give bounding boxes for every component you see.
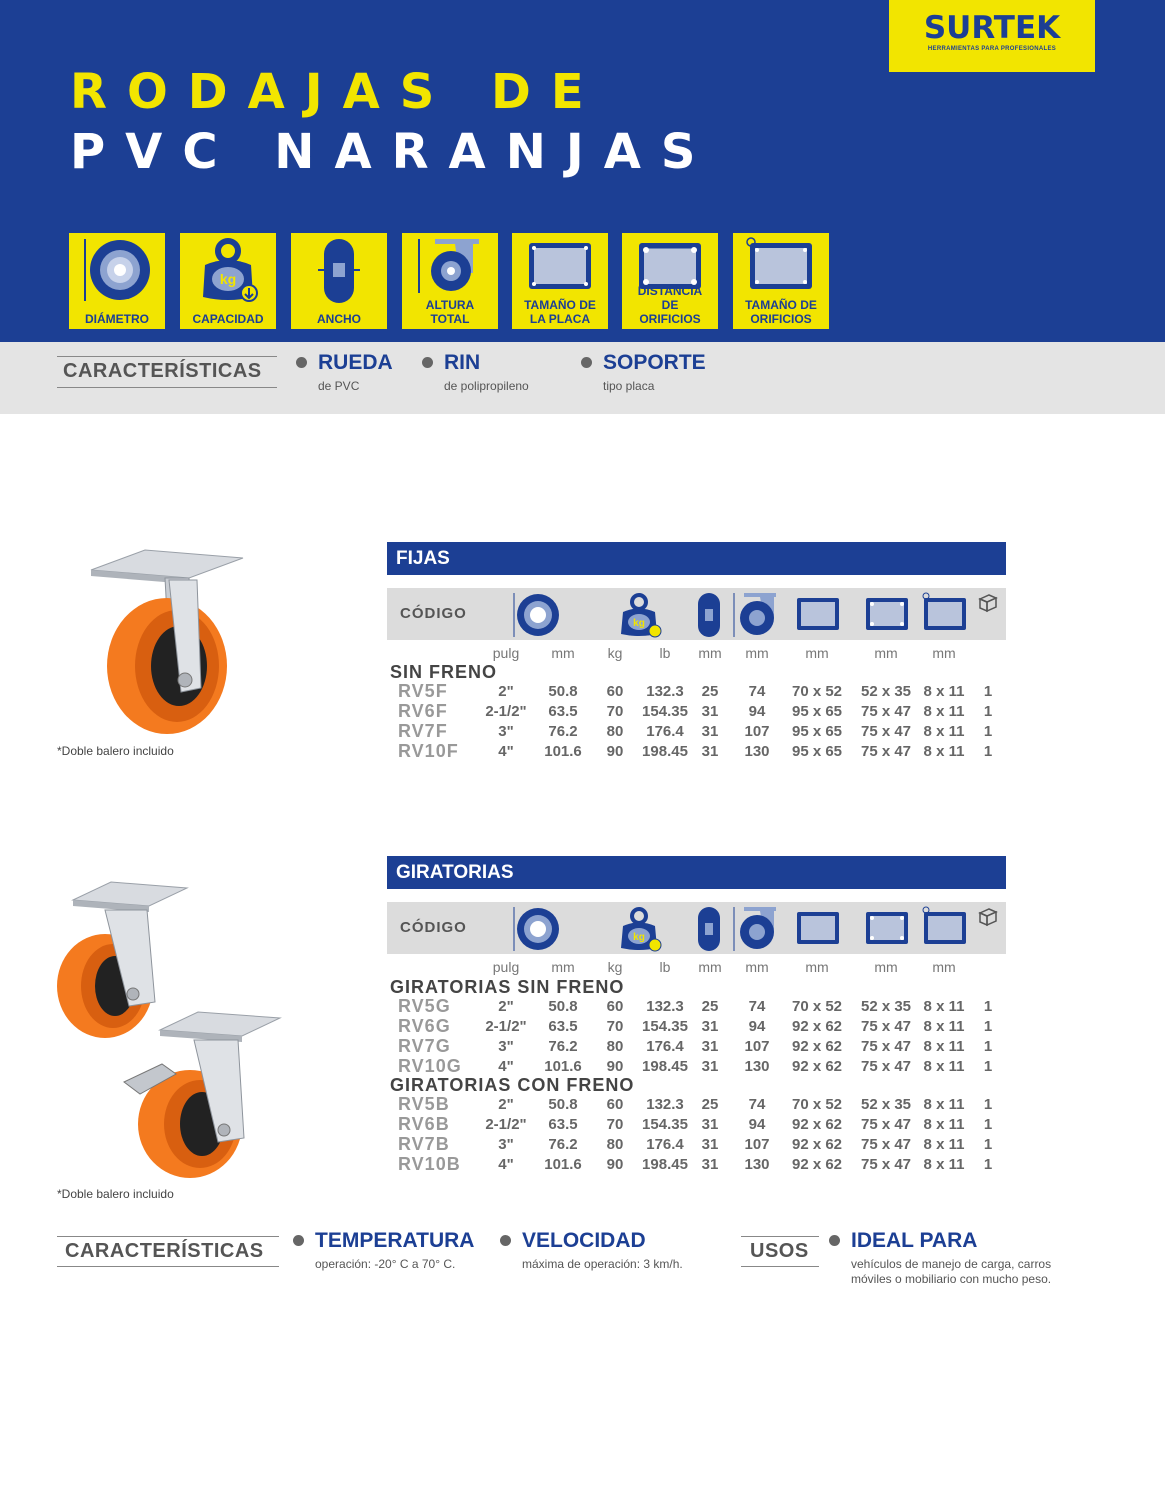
table-cell: 4" xyxy=(498,1156,514,1173)
table-cell: 70 xyxy=(606,1018,624,1035)
logo-tagline: HERRAMIENTAS PARA PROFESIONALES xyxy=(927,46,1057,52)
table-cell: 90 xyxy=(606,1156,624,1173)
table-cell: 3" xyxy=(498,1038,514,1055)
table-cell: 92 x 62 xyxy=(791,1038,843,1055)
wheel-diameter-icon xyxy=(512,906,560,952)
table-cell: 76.2 xyxy=(548,1038,578,1055)
feature-subtitle: tipo placa xyxy=(603,379,655,393)
table-cell: 8 x 11 xyxy=(923,998,965,1015)
feature-title: TEMPERATURA xyxy=(315,1229,475,1252)
usos-heading: USOS xyxy=(750,1240,809,1262)
code-column-label: CÓDIGO xyxy=(400,605,467,622)
table-row xyxy=(0,703,1165,723)
section-header-giratorias xyxy=(387,856,1006,889)
spec-label: TAMAÑO DE ORIFICIOS xyxy=(745,298,817,326)
table-cell: 25 xyxy=(701,1096,719,1113)
table-row xyxy=(0,1136,1165,1156)
table-cell: 1 xyxy=(983,1018,993,1035)
table-cell: 70 xyxy=(606,1116,624,1133)
table-cell: 74 xyxy=(748,1096,766,1113)
table-cell: 90 xyxy=(606,743,624,760)
table-cell: 2" xyxy=(498,998,514,1015)
feature-subtitle-line1: vehículos de manejo de carga, carros xyxy=(851,1257,1052,1271)
table-cell: 75 x 47 xyxy=(860,1116,912,1133)
table-cell: 132.3 xyxy=(646,998,684,1015)
unit-label: mm xyxy=(932,959,956,975)
table-cell: 75 x 47 xyxy=(860,743,912,760)
table-cell: 8 x 11 xyxy=(923,743,965,760)
table-cell: 1 xyxy=(983,1156,993,1173)
svg-text:kg: kg xyxy=(633,618,645,629)
unit-label: kg xyxy=(607,645,623,661)
table-cell: 74 xyxy=(748,998,766,1015)
spec-label: DISTANCIA DE ORIFICIOS xyxy=(637,284,703,326)
table-cell: 101.6 xyxy=(544,1156,582,1173)
hole-size-icon xyxy=(746,237,816,293)
table-cell: 176.4 xyxy=(646,723,684,740)
unit-label: mm xyxy=(874,645,898,661)
divider xyxy=(741,1236,819,1237)
plate-size-icon xyxy=(795,592,841,636)
spec-label: TAMAÑO DE LA PLACA xyxy=(524,298,596,326)
table-row xyxy=(0,1018,1165,1038)
page-title-line1: RODAJAS DE xyxy=(70,64,604,120)
table-cell: 1 xyxy=(983,1096,993,1113)
surtek-logo[interactable] xyxy=(889,0,1095,72)
table-cell: 8 x 11 xyxy=(923,1038,965,1055)
table-cell: 3" xyxy=(498,723,514,740)
table-cell: 92 x 62 xyxy=(791,1116,843,1133)
bullet-icon xyxy=(581,357,592,368)
product-code-cell: RV5F xyxy=(398,681,448,701)
product-code-cell: RV5G xyxy=(398,996,451,1016)
product-code-cell: RV6F xyxy=(398,701,448,721)
divider xyxy=(57,1236,279,1237)
product-code-cell: RV7G xyxy=(398,1036,451,1056)
table-row xyxy=(0,1038,1165,1058)
unit-label: mm xyxy=(874,959,898,975)
table-row xyxy=(0,743,1165,763)
wheel-width-icon xyxy=(694,592,724,638)
table-cell: 70 x 52 xyxy=(791,683,843,700)
table-cell: 198.45 xyxy=(642,1156,688,1173)
feature-subtitle: de polipropileno xyxy=(444,379,529,393)
table-cell: 176.4 xyxy=(646,1038,684,1055)
table-cell: 95 x 65 xyxy=(791,723,843,740)
table-cell: 75 x 47 xyxy=(860,1156,912,1173)
product-code-cell: RV6B xyxy=(398,1114,450,1134)
unit-label: mm xyxy=(551,645,575,661)
bullet-icon xyxy=(422,357,433,368)
table-cell: 2" xyxy=(498,683,514,700)
spec-label: DIÁMETRO xyxy=(85,312,149,326)
unit-label: mm xyxy=(745,959,769,975)
table-cell: 154.35 xyxy=(642,1116,688,1133)
wheel-width-icon xyxy=(694,906,724,952)
section-header-fijas xyxy=(387,542,1006,575)
table-cell: 101.6 xyxy=(544,743,582,760)
table-cell: 70 xyxy=(606,703,624,720)
table-cell: 1 xyxy=(983,1058,993,1075)
spec-label: ANCHO xyxy=(317,312,361,326)
table-cell: 92 x 62 xyxy=(791,1058,843,1075)
section-title: GIRATORIAS xyxy=(396,862,514,883)
caster-height-icon xyxy=(415,237,485,295)
table-cell: 107 xyxy=(744,1038,770,1055)
table-cell: 31 xyxy=(701,1058,719,1075)
table-cell: 92 x 62 xyxy=(791,1156,843,1173)
unit-label: mm xyxy=(932,645,956,661)
unit-label: kg xyxy=(607,959,623,975)
unit-label: pulg xyxy=(492,959,520,975)
bullet-icon xyxy=(829,1235,840,1246)
unit-label: pulg xyxy=(492,645,520,661)
spec-height xyxy=(402,233,498,329)
table-cell: 107 xyxy=(744,1136,770,1153)
plate-size-icon xyxy=(525,237,595,293)
product-code-cell: RV6G xyxy=(398,1016,451,1036)
table-cell: 31 xyxy=(701,1116,719,1133)
table-cell: 8 x 11 xyxy=(923,1156,965,1173)
table-cell: 1 xyxy=(983,723,993,740)
unit-label: mm xyxy=(805,959,829,975)
table-cell: 132.3 xyxy=(646,683,684,700)
table-cell: 92 x 62 xyxy=(791,1136,843,1153)
divider xyxy=(57,356,277,357)
table-cell: 94 xyxy=(748,1116,766,1133)
unit-label: mm xyxy=(551,959,575,975)
table-row xyxy=(0,1156,1165,1176)
table-cell: 2-1/2" xyxy=(485,1116,527,1133)
table-cell: 75 x 47 xyxy=(860,1136,912,1153)
table-cell: 132.3 xyxy=(646,1096,684,1113)
table-cell: 1 xyxy=(983,1136,993,1153)
weight-kg-icon xyxy=(193,237,263,303)
table-cell: 60 xyxy=(606,683,624,700)
table-row xyxy=(0,683,1165,703)
footnote: *Doble balero incluido xyxy=(57,744,174,758)
table-row xyxy=(0,998,1165,1018)
wheel-diameter-icon xyxy=(512,592,560,638)
table-icon-header xyxy=(387,588,1006,640)
table-cell: 1 xyxy=(983,1116,993,1133)
table-cell: 70 x 52 xyxy=(791,998,843,1015)
table-cell: 63.5 xyxy=(548,1116,578,1133)
table-cell: 31 xyxy=(701,1018,719,1035)
table-cell: 25 xyxy=(701,998,719,1015)
table-cell: 3" xyxy=(498,1136,514,1153)
divider xyxy=(741,1266,819,1267)
unit-label: lb xyxy=(659,959,671,975)
table-cell: 8 x 11 xyxy=(923,703,965,720)
table-cell: 31 xyxy=(701,723,719,740)
logo-name: SURTEK xyxy=(923,10,1061,46)
feature-subtitle: operación: -20° C a 70° C. xyxy=(315,1257,456,1271)
spec-label: CAPACIDAD xyxy=(192,312,264,326)
spec-width xyxy=(291,233,387,329)
table-cell: 1 xyxy=(983,1038,993,1055)
table-cell: 75 x 47 xyxy=(860,1038,912,1055)
table-icon-header xyxy=(387,902,1006,954)
table-cell: 107 xyxy=(744,723,770,740)
table-cell: 4" xyxy=(498,743,514,760)
product-code-cell: RV7B xyxy=(398,1134,450,1154)
caster-height-icon xyxy=(732,592,780,638)
spec-hole-distance xyxy=(622,233,718,329)
spec-hole-size xyxy=(733,233,829,329)
table-cell: 75 x 47 xyxy=(860,703,912,720)
table-cell: 50.8 xyxy=(548,998,578,1015)
table-cell: 80 xyxy=(606,723,624,740)
table-cell: 4" xyxy=(498,1058,514,1075)
feature-subtitle: máxima de operación: 3 km/h. xyxy=(522,1257,683,1271)
table-cell: 63.5 xyxy=(548,703,578,720)
table-cell: 60 xyxy=(606,998,624,1015)
hole-size-icon xyxy=(922,906,968,950)
table-cell: 94 xyxy=(748,703,766,720)
table-row xyxy=(0,723,1165,743)
table-cell: 50.8 xyxy=(548,1096,578,1113)
code-column-label: CÓDIGO xyxy=(400,919,467,936)
table-cell: 95 x 65 xyxy=(791,703,843,720)
table-cell: 31 xyxy=(701,743,719,760)
box-package-icon xyxy=(977,906,999,928)
table-cell: 101.6 xyxy=(544,1058,582,1075)
table-cell: 75 x 47 xyxy=(860,1058,912,1075)
table-cell: 31 xyxy=(701,1136,719,1153)
table-cell: 80 xyxy=(606,1038,624,1055)
table-cell: 154.35 xyxy=(642,703,688,720)
table-cell: 8 x 11 xyxy=(923,1096,965,1113)
spec-plate-size xyxy=(512,233,608,329)
hole-size-icon xyxy=(922,592,968,636)
caster-height-icon xyxy=(732,906,780,952)
table-cell: 80 xyxy=(606,1136,624,1153)
table-cell: 2" xyxy=(498,1096,514,1113)
table-cell: 75 x 47 xyxy=(860,723,912,740)
section-title: FIJAS xyxy=(396,548,450,569)
product-code-cell: RV5B xyxy=(398,1094,450,1114)
table-cell: 31 xyxy=(701,1156,719,1173)
bullet-icon xyxy=(296,357,307,368)
svg-text:kg: kg xyxy=(219,271,237,287)
table-cell: 95 x 65 xyxy=(791,743,843,760)
table-cell: 1 xyxy=(983,703,993,720)
feature-subtitle: de PVC xyxy=(318,379,360,393)
divider xyxy=(57,387,277,388)
spec-diameter xyxy=(69,233,165,329)
table-cell: 198.45 xyxy=(642,1058,688,1075)
wheel-width-icon xyxy=(304,237,374,303)
table-cell: 75 x 47 xyxy=(860,1018,912,1035)
hole-distance-icon xyxy=(864,592,910,636)
divider xyxy=(57,1266,279,1267)
table-cell: 94 xyxy=(748,1018,766,1035)
table-cell: 76.2 xyxy=(548,723,578,740)
table-cell: 2-1/2" xyxy=(485,1018,527,1035)
unit-label: mm xyxy=(698,645,722,661)
table-cell: 154.35 xyxy=(642,1018,688,1035)
table-cell: 25 xyxy=(701,683,719,700)
feature-title: RIN xyxy=(444,351,481,374)
table-cell: 8 x 11 xyxy=(923,1018,965,1035)
weight-kg-icon xyxy=(617,592,665,638)
product-code-cell: RV10G xyxy=(398,1056,462,1076)
table-cell: 31 xyxy=(701,703,719,720)
feature-title: SOPORTE xyxy=(603,351,706,374)
group-heading: GIRATORIAS CON FRENO xyxy=(390,1075,635,1095)
table-cell: 130 xyxy=(744,743,770,760)
table-cell: 52 x 35 xyxy=(860,1096,912,1113)
hole-distance-icon xyxy=(864,906,910,950)
feature-title: RUEDA xyxy=(318,351,393,374)
table-cell: 74 xyxy=(748,683,766,700)
table-cell: 70 x 52 xyxy=(791,1096,843,1113)
bullet-icon xyxy=(293,1235,304,1246)
table-cell: 52 x 35 xyxy=(860,998,912,1015)
group-heading: GIRATORIAS SIN FRENO xyxy=(390,977,625,997)
unit-label: mm xyxy=(698,959,722,975)
features-heading: CARACTERÍSTICAS xyxy=(65,1240,264,1262)
table-cell: 198.45 xyxy=(642,743,688,760)
table-row xyxy=(0,1096,1165,1116)
table-cell: 90 xyxy=(606,1058,624,1075)
unit-label: lb xyxy=(659,645,671,661)
table-cell: 31 xyxy=(701,1038,719,1055)
svg-text:kg: kg xyxy=(633,932,645,943)
feature-title: IDEAL PARA xyxy=(851,1229,978,1252)
table-cell: 76.2 xyxy=(548,1136,578,1153)
product-code-cell: RV7F xyxy=(398,721,448,741)
group-heading: SIN FRENO xyxy=(390,662,498,682)
table-cell: 60 xyxy=(606,1096,624,1113)
table-row xyxy=(0,1116,1165,1136)
footnote: *Doble balero incluido xyxy=(57,1187,174,1201)
spec-label: ALTURA TOTAL xyxy=(425,298,475,326)
table-cell: 130 xyxy=(744,1156,770,1173)
box-package-icon xyxy=(977,592,999,614)
feature-title: VELOCIDAD xyxy=(522,1229,646,1252)
features-heading: CARACTERÍSTICAS xyxy=(63,360,262,382)
feature-subtitle-line2: móviles o mobiliario con mucho peso. xyxy=(851,1272,1052,1286)
table-cell: 50.8 xyxy=(548,683,578,700)
table-cell: 8 x 11 xyxy=(923,683,965,700)
table-cell: 8 x 11 xyxy=(923,1058,965,1075)
table-cell: 52 x 35 xyxy=(860,683,912,700)
table-cell: 1 xyxy=(983,683,993,700)
table-cell: 1 xyxy=(983,998,993,1015)
table-cell: 176.4 xyxy=(646,1136,684,1153)
unit-label: mm xyxy=(745,645,769,661)
wheel-diameter-icon xyxy=(82,237,152,303)
bullet-icon xyxy=(500,1235,511,1246)
product-code-cell: RV10F xyxy=(398,741,459,761)
table-cell: 130 xyxy=(744,1058,770,1075)
table-cell: 92 x 62 xyxy=(791,1018,843,1035)
plate-size-icon xyxy=(795,906,841,950)
table-cell: 8 x 11 xyxy=(923,723,965,740)
product-code-cell: RV10B xyxy=(398,1154,461,1174)
table-cell: 8 x 11 xyxy=(923,1116,965,1133)
table-cell: 1 xyxy=(983,743,993,760)
table-cell: 63.5 xyxy=(548,1018,578,1035)
page-title-line2: PVC NARANJAS xyxy=(70,124,716,180)
table-cell: 8 x 11 xyxy=(923,1136,965,1153)
table-cell: 2-1/2" xyxy=(485,703,527,720)
spec-capacity xyxy=(180,233,276,329)
unit-label: mm xyxy=(805,645,829,661)
weight-kg-icon xyxy=(617,906,665,952)
